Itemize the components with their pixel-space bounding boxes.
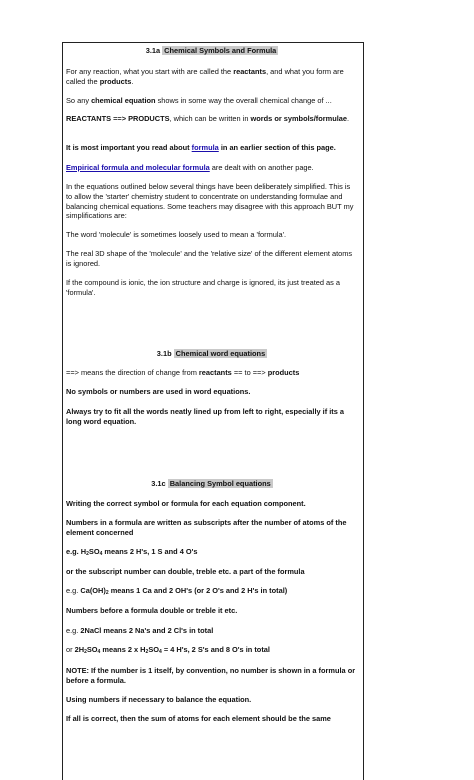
section-number: 3.1c xyxy=(151,479,166,488)
paragraph: REACTANTS ==> PRODUCTS, which can be written in words or symbols/formulae. xyxy=(66,114,350,123)
paragraph: If the compound is ionic, the ion structure and charge is ignored, its just treated as a 'formula'. xyxy=(66,278,341,297)
paragraph: Numbers before a formula double or treble it etc. xyxy=(66,606,238,615)
paragraph: e.g. 2NaCl means 2 Na's and 2 Cl's in total xyxy=(66,626,214,635)
section-heading-3-1b xyxy=(66,349,358,359)
paragraph: If all is correct, then the sum of atoms for each element should be the same xyxy=(66,714,331,723)
paragraph: Writing the correct symbol or formula for each equation component. xyxy=(66,499,306,508)
section-number: 3.1b xyxy=(156,349,172,358)
paragraph: Using numbers if necessary to balance the equation. xyxy=(66,695,252,704)
paragraph: So any chemical equation shows in some way the overall chemical change of ... xyxy=(66,96,332,105)
paragraph: The real 3D shape of the 'molecule' and the 'relative size' of the different element atoms is ignored. xyxy=(66,249,353,268)
paragraph: It is most important you read about formula in an earlier section of this page. xyxy=(66,143,336,152)
paragraph: In the equations outlined below several things have been deliberately simplified. This is to allow the 'starter' chemistry student to concentrate on understanding formulae and balancing chemical equations. Some teachers may disagree with this approach BUT my simplifications are: xyxy=(66,182,354,221)
paragraph: ==> means the direction of change from reactants == to ==> products xyxy=(66,368,300,377)
section-title: Balancing Symbol equations xyxy=(169,479,271,488)
paragraph: NOTE: If the number is 1 itself, by convention, no number is shown in a formula or before a formula. xyxy=(66,666,356,685)
paragraph: or the subscript number can double, treble etc. a part of the formula xyxy=(66,567,305,576)
paragraph: e.g. $Ca(OH)_2$ means 1 Ca and 2 OH's (or 2 O's and 2 H's in total) xyxy=(66,586,288,596)
section-number: 3.1a xyxy=(145,46,161,55)
paragraph: Empirical formula and molecular formula are dealt with on another page. xyxy=(66,163,314,172)
section-title: Chemical word equations xyxy=(175,349,266,358)
section-title: Chemical Symbols and Formula xyxy=(164,46,277,55)
paragraph: e.g. $H_2SO_4$ means 2 H's, 1 S and 4 O's xyxy=(66,547,198,557)
section-heading-3-1c xyxy=(66,479,358,489)
paragraph: or $2H_2SO_4$ means 2 x $H_2SO_4 = 4$ H's, 2 S's and 8 O's in total xyxy=(66,645,270,655)
paragraph: Numbers in a formula are written as subscripts after the number of atoms of the element concerned xyxy=(66,518,347,537)
section-heading-3-1a xyxy=(66,46,358,56)
formula-link[interactable]: formula xyxy=(191,143,219,152)
paragraph: Always try to fit all the words neatly lined up from left to right, especially if its a long word equation. xyxy=(66,407,345,426)
paragraph: For any reaction, what you start with are called the reactants, and what you form are called the products. xyxy=(66,67,344,86)
empirical-formula-link[interactable]: Empirical formula and molecular formula xyxy=(66,163,210,172)
paragraph: No symbols or numbers are used in word equations. xyxy=(66,387,251,396)
paragraph: The word 'molecule' is sometimes loosely used to mean a 'formula'. xyxy=(66,230,287,239)
